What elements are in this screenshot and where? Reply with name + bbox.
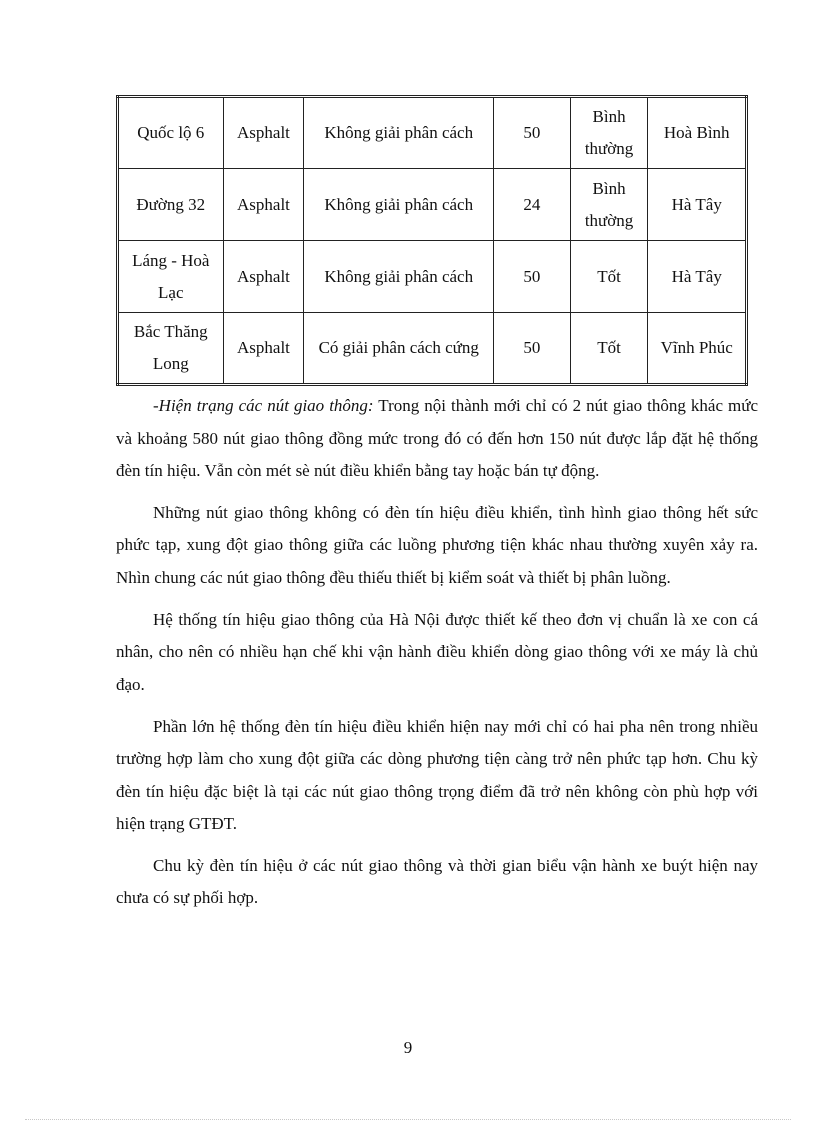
road-name-cell: Quốc lộ 6 (118, 97, 224, 169)
province-cell: Hà Tây (648, 241, 747, 313)
surface-cell: Asphalt (223, 313, 304, 385)
roads-table (116, 95, 748, 386)
condition-cell: Bình thường (570, 169, 648, 241)
paragraph: Những nút giao thông không có đèn tín hiệu điều khiển, tình hình giao thông hết sức phức tạp, xung đột giao thông giữa các luồng phương tiện khác nhau thường xuyên xảy ra. Nhìn chung các nút giao thông đều thiếu thiết bị kiểm soát và thiết bị phân luồng. (116, 502, 758, 587)
road-name-cell: Bắc Thăng Long (118, 313, 224, 385)
surface-cell: Asphalt (223, 241, 304, 313)
divider-cell: Không giải phân cách (304, 97, 494, 169)
condition-cell: Tốt (570, 241, 648, 313)
width-cell: 50 (494, 97, 571, 169)
paragraph: Chu kỳ đèn tín hiệu ở các nút giao thông và thời gian biểu vận hành xe buýt hiện nay chưa có sự phối hợp. (116, 855, 758, 908)
table-row (118, 169, 747, 241)
table-row (118, 97, 747, 169)
road-name-cell: Đường 32 (118, 169, 224, 241)
surface-cell: Asphalt (223, 169, 304, 241)
paragraph: Hệ thống tín hiệu giao thông của Hà Nội được thiết kế theo đơn vị chuẩn là xe con cá nhân, cho nên có nhiều hạn chế khi vận hành điều khiển dòng giao thông với xe máy là chủ đạo. (116, 609, 758, 694)
province-cell: Hoà Bình (648, 97, 747, 169)
paragraph: Phần lớn hệ thống đèn tín hiệu điều khiển hiện nay mới chỉ có hai pha nên trong nhiều trường hợp làm cho xung đột giữa các dòng phương tiện càng trở nên phức tạp hơn. Chu kỳ đèn tín hiệu đặc biệt là tại các nút giao thông trọng điểm đã trở nên không còn phù hợp với hiện trạng GTĐT. (116, 716, 758, 834)
width-cell: 24 (494, 169, 571, 241)
surface-cell: Asphalt (223, 97, 304, 169)
table-row (118, 241, 747, 313)
paragraph-lead: -Hiện trạng các nút giao thông: (153, 396, 374, 415)
body-text (116, 390, 758, 924)
road-name-cell: Láng - Hoà Lạc (118, 241, 224, 313)
paragraph-text: Trong nội thành mới chỉ có 2 nút giao thông khác mức và khoảng 580 nút giao thông đồng mức trong đó có đến hơn 150 nút được lắp đặt hệ thống đèn tín hiệu. Vẫn còn mét sè nút điều khiển bằng tay hoặc bán tự động. (116, 396, 759, 480)
page-bottom-divider (25, 1119, 791, 1120)
divider-cell: Không giải phân cách (304, 241, 494, 313)
province-cell: Hà Tây (648, 169, 747, 241)
condition-cell: Bình thường (570, 97, 648, 169)
page-number: 9 (403, 1038, 413, 1057)
paragraph-intersections (116, 390, 758, 488)
province-cell: Vĩnh Phúc (648, 313, 747, 385)
divider-cell: Không giải phân cách (304, 169, 494, 241)
condition-cell: Tốt (570, 313, 648, 385)
width-cell: 50 (494, 313, 571, 385)
divider-cell: Có giải phân cách cứng (304, 313, 494, 385)
width-cell: 50 (494, 241, 571, 313)
table-row (118, 313, 747, 385)
